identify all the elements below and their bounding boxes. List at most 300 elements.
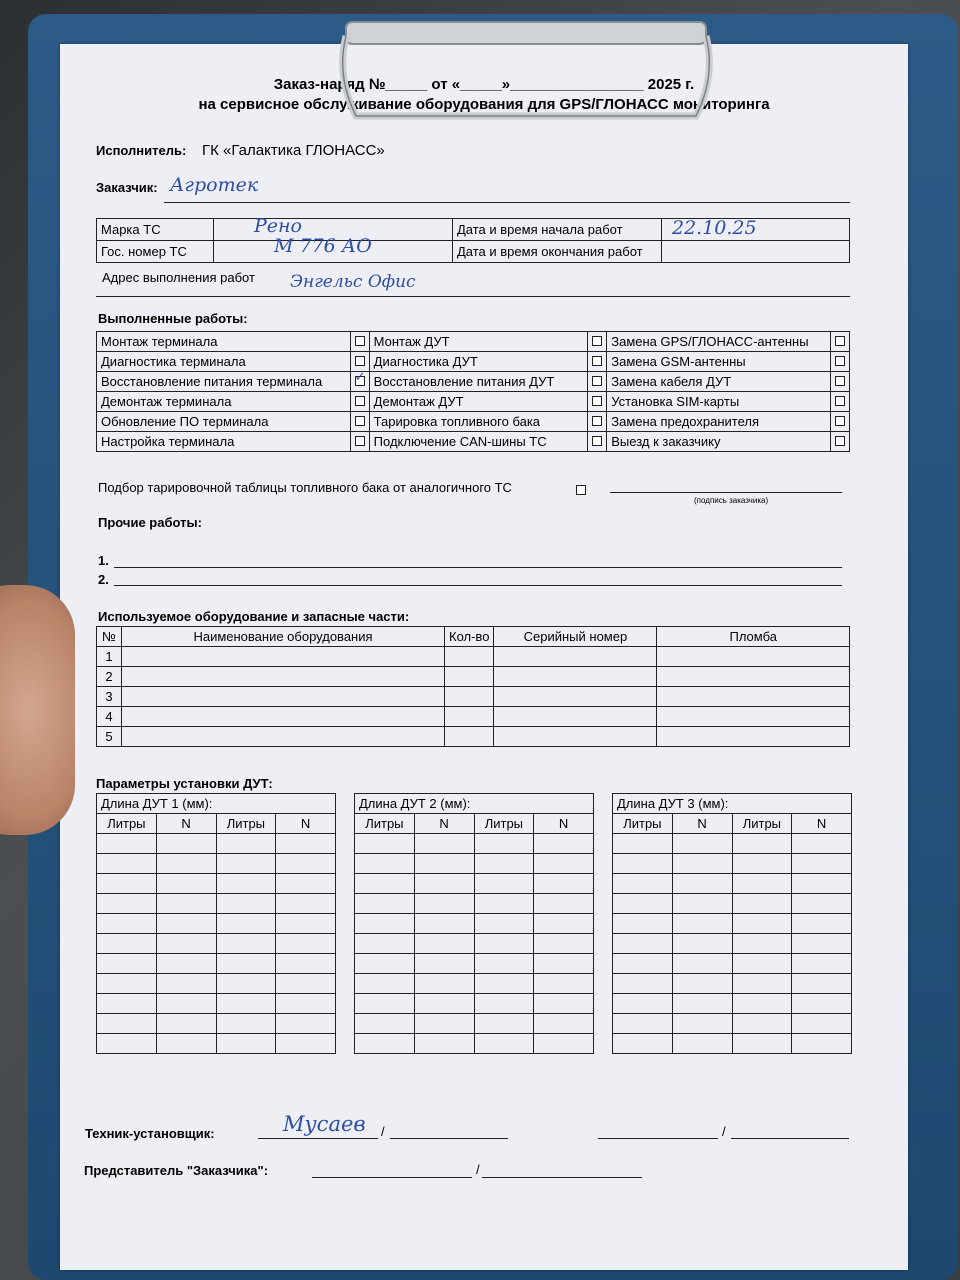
table-row [97,934,336,954]
thumb [0,585,75,835]
table-cell[interactable] [474,874,534,894]
table-cell[interactable] [792,1034,852,1054]
table-cell[interactable] [355,954,415,974]
col-number: № [97,627,122,647]
table-cell[interactable] [414,994,474,1014]
table-cell[interactable] [732,894,792,914]
table-cell[interactable] [792,874,852,894]
table-cell[interactable] [732,854,792,874]
table-cell[interactable] [672,934,732,954]
table-cell[interactable] [276,974,336,994]
table-row [613,914,852,934]
work-item-label: Восстановление питания ДУТ [369,372,588,392]
table-cell[interactable] [276,834,336,854]
table-cell[interactable] [534,1034,594,1054]
table-row [97,727,850,747]
table-cell[interactable] [613,854,673,874]
table-row [97,914,336,934]
table-row [97,994,336,1014]
table-cell[interactable] [613,1014,673,1034]
table-row [613,854,852,874]
table-cell[interactable] [445,707,494,727]
work-item-label: Установка SIM-карты [607,392,831,412]
table-row [97,687,850,707]
table-cell[interactable] [657,687,850,707]
table-cell[interactable] [276,934,336,954]
work-item-checkbox-cell[interactable] [831,412,850,432]
row-number: 2 [97,667,122,687]
table-cell[interactable] [613,834,673,854]
brand-value: Рено [254,215,302,237]
table-cell[interactable] [792,974,852,994]
table-cell[interactable] [216,954,276,974]
work-item-checkbox-cell[interactable] [831,392,850,412]
table-cell[interactable] [474,974,534,994]
start-field[interactable] [662,219,850,241]
checkbox[interactable] [835,416,845,426]
slash: / [722,1124,726,1139]
customer-underline [164,202,850,203]
clipboard-clip-icon [336,16,716,136]
table-cell[interactable] [97,954,157,974]
table-cell[interactable] [474,1034,534,1054]
executor-label: Исполнитель: [96,143,187,158]
table-cell[interactable] [216,934,276,954]
table-cell[interactable] [414,934,474,954]
work-item-label: Диагностика терминала [97,352,351,372]
extra-sign-line[interactable] [598,1138,718,1139]
table-cell[interactable] [494,667,657,687]
table-row [97,1034,336,1054]
table-row [355,1014,594,1034]
table-cell[interactable] [534,914,594,934]
table-cell[interactable] [355,1034,415,1054]
table-cell[interactable] [414,974,474,994]
table-cell[interactable] [534,854,594,874]
equipment-table [96,626,850,747]
tank-table-checkbox[interactable] [576,485,586,495]
vehicle-table [96,215,850,263]
end-field[interactable] [662,241,850,263]
work-item-checkbox-cell[interactable] [831,332,850,352]
table-cell[interactable] [613,954,673,974]
col-qty: Кол-во [445,627,494,647]
technician-label: Техник-установщик: [85,1126,215,1141]
table-cell[interactable] [534,834,594,854]
table-cell[interactable] [534,954,594,974]
table-cell[interactable] [97,834,157,854]
table-cell[interactable] [792,834,852,854]
table-cell[interactable] [613,1034,673,1054]
col-name: Наименование оборудования [122,627,445,647]
table-cell[interactable] [613,894,673,914]
table-row [97,974,336,994]
checkbox[interactable] [355,396,365,406]
table-cell[interactable] [732,974,792,994]
table-cell[interactable] [216,1014,276,1034]
checkbox[interactable] [835,396,845,406]
plate-field[interactable] [214,235,453,263]
table-cell[interactable] [494,647,657,667]
checkbox[interactable] [355,436,365,446]
address-underline [96,296,850,297]
table-cell[interactable] [613,934,673,954]
table-cell[interactable] [156,934,216,954]
table-cell[interactable] [97,854,157,874]
table-cell[interactable] [97,894,157,914]
table-row [613,974,852,994]
table-cell[interactable] [156,1034,216,1054]
table-cell[interactable] [414,854,474,874]
table-cell[interactable] [156,914,216,934]
table-cell[interactable] [672,994,732,1014]
table-cell[interactable] [732,914,792,934]
table-cell[interactable] [474,834,534,854]
form-title: Заказ-наряд №_____ от «_____»________________ 2025 г. [273,76,695,93]
work-item-label: Настройка терминала [97,432,351,452]
table-row [97,954,336,974]
table-row [97,707,850,727]
table-cell[interactable] [534,894,594,914]
checkbox[interactable] [835,336,845,346]
work-item-checkbox-cell[interactable] [831,432,850,452]
table-cell[interactable] [122,667,445,687]
table-cell[interactable] [414,894,474,914]
work-item-checkbox-cell[interactable] [350,369,369,392]
table-cell[interactable] [355,994,415,1014]
checkbox[interactable] [592,436,602,446]
table-row [355,994,594,1014]
table-cell[interactable] [355,874,415,894]
work-item-label: Замена GSM-антенны [607,352,831,372]
other-item-line[interactable] [114,585,842,586]
table-cell[interactable] [414,954,474,974]
technician-sign-line[interactable] [258,1138,378,1139]
table-cell[interactable] [672,1014,732,1034]
customer-value[interactable]: Агротек [170,174,259,196]
table-cell[interactable] [657,727,850,747]
table-cell[interactable] [732,1014,792,1034]
address-label: Адрес выполнения работ [102,270,255,285]
work-item-label: Выезд к заказчику [607,432,831,452]
table-cell[interactable] [613,974,673,994]
table-cell[interactable] [657,667,850,687]
table-row [355,894,594,914]
table-cell[interactable] [672,974,732,994]
checkbox[interactable] [592,376,602,386]
form-subtitle: на сервисное обслуживание оборудования для GPS/ГЛОНАСС мониторинга [198,96,770,113]
table-cell[interactable] [445,647,494,667]
row-number: 4 [97,707,122,727]
table-cell[interactable] [672,954,732,974]
table-cell[interactable] [474,994,534,1014]
work-item-label: Замена предохранителя [607,412,831,432]
table-cell[interactable] [613,874,673,894]
checkmark-icon: ✓ [354,369,366,384]
table-cell[interactable] [276,994,336,1014]
dut-table [96,793,336,1054]
table-cell[interactable] [445,687,494,707]
slash: / [476,1162,480,1177]
table-cell[interactable] [97,914,157,934]
table-cell[interactable] [276,894,336,914]
table-cell[interactable] [534,874,594,894]
table-cell[interactable] [414,834,474,854]
table-cell[interactable] [122,707,445,727]
table-cell[interactable] [216,894,276,914]
table-cell[interactable] [672,1034,732,1054]
work-item-label: Подключение CAN-шины ТС [369,432,588,452]
table-row [613,1034,852,1054]
work-item-checkbox-cell[interactable] [588,332,607,352]
checkbox[interactable] [835,356,845,366]
table-cell[interactable] [474,934,534,954]
col-liters: Литры [216,814,276,834]
work-item-checkbox-cell[interactable] [831,352,850,372]
checkbox[interactable] [592,396,602,406]
dut-table [354,793,594,1054]
table-row [613,894,852,914]
table-cell[interactable] [792,1014,852,1034]
table-cell[interactable] [792,894,852,914]
table-cell[interactable] [414,1014,474,1034]
work-item-checkbox-cell[interactable] [588,432,607,452]
other-item-number: 2. [98,572,109,587]
work-item-checkbox-cell[interactable] [350,432,369,452]
table-cell[interactable] [732,834,792,854]
table-cell[interactable] [445,727,494,747]
table-row [97,647,850,667]
table-cell[interactable] [276,874,336,894]
start-label: Дата и время начала работ [453,219,662,241]
table-row [613,934,852,954]
table-cell[interactable] [672,834,732,854]
slash: / [381,1124,385,1139]
table-cell[interactable] [672,914,732,934]
table-cell[interactable] [792,994,852,1014]
table-cell[interactable] [276,854,336,874]
table-cell[interactable] [156,974,216,994]
table-cell[interactable] [474,914,534,934]
technician-name-line[interactable] [390,1138,508,1139]
table-cell[interactable] [355,914,415,934]
table-cell[interactable] [355,1014,415,1034]
table-cell[interactable] [355,834,415,854]
dut-title: Параметры установки ДУТ: [96,776,273,791]
table-cell[interactable] [122,727,445,747]
representative-label: Представитель "Заказчика": [84,1163,269,1178]
table-cell[interactable] [122,647,445,667]
table-cell[interactable] [156,954,216,974]
table-cell[interactable] [494,687,657,707]
plate-value: М 776 АО [274,235,372,257]
address-value[interactable]: Энгельс Офис [290,272,416,292]
dut-table [612,793,852,1054]
other-item-line[interactable] [114,567,842,568]
table-cell[interactable] [792,954,852,974]
other-item-number: 1. [98,553,109,568]
work-item-checkbox-cell[interactable] [350,412,369,432]
table-cell[interactable] [534,1014,594,1034]
table-cell[interactable] [216,1034,276,1054]
table-row [97,894,336,914]
table-cell[interactable] [792,914,852,934]
table-cell[interactable] [792,934,852,954]
table-row [355,854,594,874]
table-cell[interactable] [97,974,157,994]
table-cell[interactable] [474,1014,534,1034]
table-row [355,914,594,934]
work-item-label: Тарировка топливного бака [369,412,588,432]
table-cell[interactable] [613,914,673,934]
extra-name-line[interactable] [731,1138,849,1139]
table-cell[interactable] [657,707,850,727]
table-cell[interactable] [414,914,474,934]
work-item-label: Демонтаж ДУТ [369,392,588,412]
col-liters: Литры [355,814,415,834]
table-cell[interactable] [672,874,732,894]
work-item-checkbox-cell[interactable] [831,372,850,392]
table-cell[interactable] [732,954,792,974]
representative-sign-line[interactable] [312,1177,472,1178]
table-row [97,1014,336,1034]
table-cell[interactable] [216,874,276,894]
checkbox[interactable] [592,336,602,346]
table-cell[interactable] [216,914,276,934]
table-cell[interactable] [276,1034,336,1054]
col-seal: Пломба [657,627,850,647]
equipment-title: Используемое оборудование и запасные части: [98,609,410,624]
checkbox[interactable] [835,436,845,446]
work-item-checkbox-cell[interactable] [588,392,607,412]
table-cell[interactable] [156,894,216,914]
table-cell[interactable] [122,687,445,707]
checkbox[interactable] [835,376,845,386]
customer-label: Заказчик: [96,180,158,195]
col-liters: Литры [732,814,792,834]
checkbox[interactable] [354,369,366,386]
table-cell[interactable] [276,1014,336,1034]
table-cell[interactable] [216,994,276,1014]
table-row [97,667,850,687]
checkbox[interactable] [592,416,602,426]
table-cell[interactable] [534,974,594,994]
table-cell[interactable] [732,874,792,894]
table-cell[interactable] [414,1034,474,1054]
work-item-label: Замена кабеля ДУТ [607,372,831,392]
col-liters: Литры [474,814,534,834]
table-cell[interactable] [276,914,336,934]
table-cell[interactable] [414,874,474,894]
table-cell[interactable] [156,994,216,1014]
works-table [96,331,850,452]
table-cell[interactable] [216,854,276,874]
table-cell[interactable] [216,834,276,854]
table-cell[interactable] [672,894,732,914]
table-cell[interactable] [474,954,534,974]
table-row [613,954,852,974]
table-cell[interactable] [657,647,850,667]
col-liters: Литры [97,814,157,834]
work-item-label: Восстановление питания терминала [97,372,351,392]
table-cell[interactable] [792,854,852,874]
start-value: 22.10.25 [672,217,757,239]
table-cell[interactable] [156,854,216,874]
work-item-label: Демонтаж терминала [97,392,351,412]
table-row [355,874,594,894]
col-serial: Серийный номер [494,627,657,647]
table-cell[interactable] [534,994,594,1014]
row-number: 5 [97,727,122,747]
table-cell[interactable] [97,1014,157,1034]
table-row [613,834,852,854]
table-cell[interactable] [355,854,415,874]
table-cell[interactable] [355,894,415,914]
table-cell[interactable] [534,934,594,954]
table-cell[interactable] [156,874,216,894]
col-n: N [414,814,474,834]
executor-value: ГК «Галактика ГЛОНАСС» [202,142,385,159]
work-item-checkbox-cell[interactable] [588,412,607,432]
col-n: N [672,814,732,834]
table-cell[interactable] [732,994,792,1014]
work-item-label: Замена GPS/ГЛОНАСС-антенны [607,332,831,352]
table-cell[interactable] [494,707,657,727]
works-title: Выполненные работы: [98,311,248,326]
work-item-checkbox-cell[interactable] [350,392,369,412]
representative-name-line[interactable] [482,1177,642,1178]
table-cell[interactable] [97,934,157,954]
table-row [613,874,852,894]
dut-length-label[interactable]: Длина ДУТ 1 (мм): [97,794,336,814]
work-item-checkbox-cell[interactable] [350,332,369,352]
customer-signature-line[interactable] [610,492,842,493]
work-item-checkbox-cell[interactable] [588,372,607,392]
table-cell[interactable] [445,667,494,687]
checkbox[interactable] [355,336,365,346]
checkbox[interactable] [355,356,365,366]
dut-length-label[interactable]: Длина ДУТ 2 (мм): [355,794,594,814]
work-item-checkbox-cell[interactable] [588,352,607,372]
table-cell[interactable] [156,1014,216,1034]
table-cell[interactable] [732,1034,792,1054]
table-cell[interactable] [355,974,415,994]
table-cell[interactable] [355,934,415,954]
table-cell[interactable] [276,954,336,974]
plate-label: Гос. номер ТС [97,241,214,263]
table-cell[interactable] [97,994,157,1014]
table-cell[interactable] [474,854,534,874]
signature-caption: (подпись заказчика) [694,496,769,505]
table-row [355,974,594,994]
work-item-label: Монтаж ДУТ [369,332,588,352]
dut-length-label[interactable]: Длина ДУТ 3 (мм): [613,794,852,814]
checkbox[interactable] [592,356,602,366]
table-cell[interactable] [474,894,534,914]
table-cell[interactable] [613,994,673,1014]
table-cell[interactable] [494,727,657,747]
table-cell[interactable] [97,874,157,894]
row-number: 3 [97,687,122,707]
table-row [97,874,336,894]
table-cell[interactable] [732,934,792,954]
table-cell[interactable] [156,834,216,854]
table-cell[interactable] [672,854,732,874]
table-cell[interactable] [97,1034,157,1054]
checkbox[interactable] [355,416,365,426]
col-n: N [156,814,216,834]
table-cell[interactable] [216,974,276,994]
